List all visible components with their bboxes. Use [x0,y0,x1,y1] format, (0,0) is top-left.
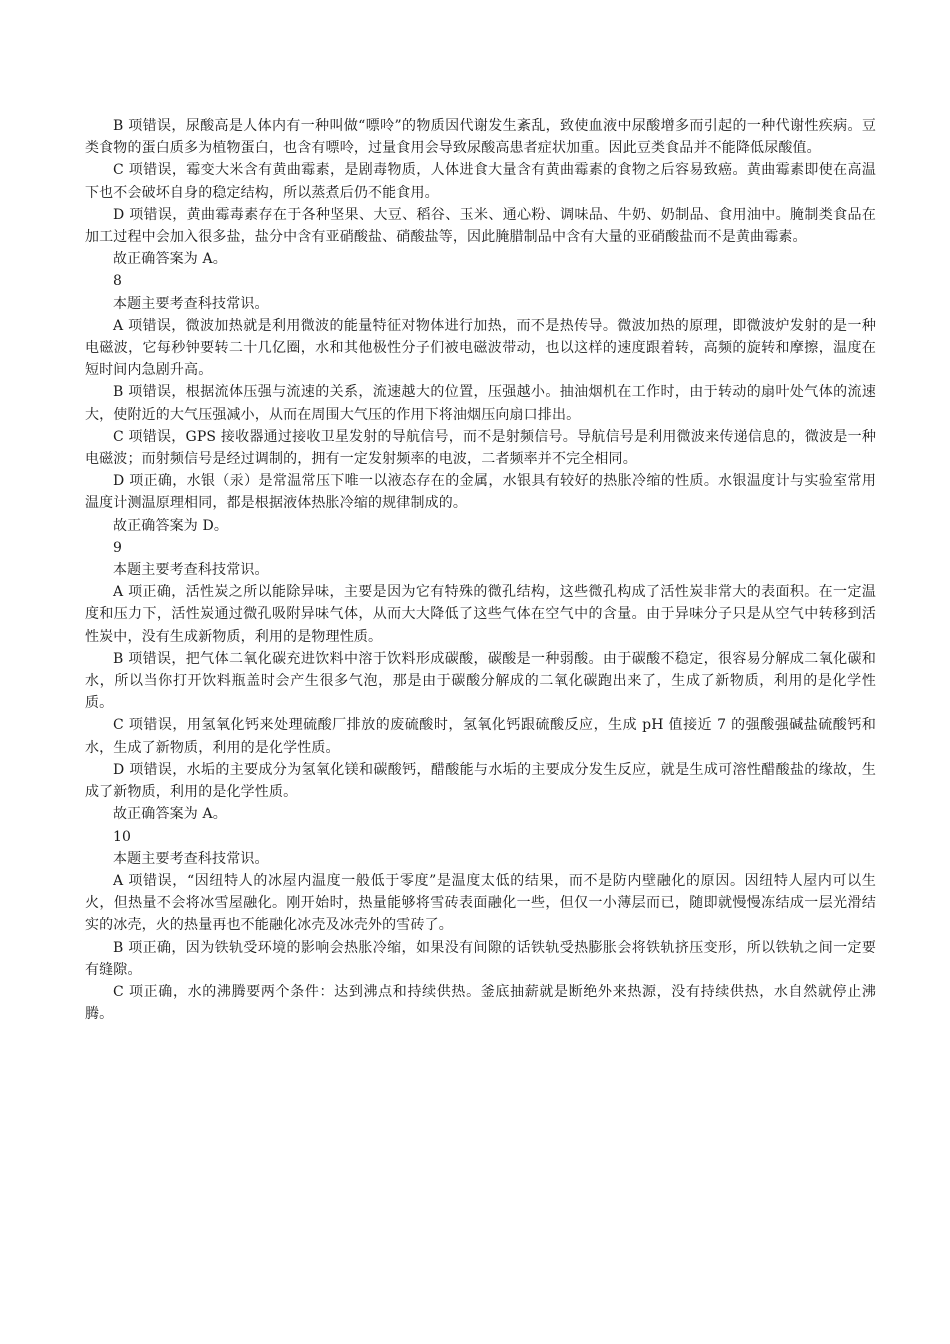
paragraph-a-activated-carbon: A 项正确，活性炭之所以能除异味，主要是因为它有特殊的微孔结构，这些微孔构成了活性炭非常大的表面积。在一定温度和压力下，活性炭通过微孔吸附异味气体，从而大大降低了这些气体在空气中的含量。由于异味分子只是从空气中转移到活性炭中，没有生成新物质，利用的是物理性质。 [85,584,876,645]
topic-line: 本题主要考查科技常识。 [113,562,269,579]
answer-line: 故正确答案为 A。 [113,251,227,268]
paragraph-d-aflatoxin-sources: D 项错误，黄曲霉毒素存在于各种坚果、大豆、稻谷、玉米、通心粉、调味品、牛奶、奶制品、食用油中。腌制类食品在加工过程中会加入很多盐，盐分中含有亚硝酸盐、硝酸盐等，因此腌腊制品中含有大量的亚硝酸盐而不是黄曲霉素。 [85,206,876,246]
question-number: 8 [113,273,123,290]
paragraph-d-scale-vinegar: D 项错误，水垢的主要成分为氢氧化镁和碳酸钙，醋酸能与水垢的主要成分发生反应，就是生成可溶性醋酸盐的缘故，生成了新物质，利用的是化学性质。 [85,761,876,801]
answer-line: 故正确答案为 A。 [113,806,227,823]
paragraph-a-igloo: A 项错误，“因纽特人的冰屋内温度一般低于零度”是温度太低的结果，而不是防内壁融化的原因。因纽特人屋内可以生火，但热量不会将冰雪屋融化。刚开始时，热量能够将雪砖表面融化一些，但仅一小薄层而已，随即就慢慢冻结成一层光滑结实的冰壳，火的热量再也不能融化冰壳及冰壳外的雪砖了。 [85,872,876,934]
paragraph-a-microwave: A 项错误，微波加热就是利用微波的能量特征对物体进行加热，而不是热传导。微波加热的原理，即微波炉发射的是一种电磁波，它每秒钟要转二十几亿圈，水和其他极性分子们被电磁波带动，也以这样的速度跟着转，高频的旋转和摩擦，温度在短时间内急剧升高。 [85,317,876,379]
paragraph-c-calcium-hydroxide: C 项错误，用氢氧化钙来处理硫酸厂排放的废硫酸时，氢氧化钙跟硫酸反应，生成 pH 值接近 7 的强酸强碱盐硫酸钙和水，生成了新物质，利用的是化学性质。 [85,717,876,756]
question-number: 10 [113,828,132,845]
answer-line: 故正确答案为 D。 [113,517,229,534]
paragraph-b-range-hood: B 项错误，根据流体压强与流速的关系，流速越大的位置，压强越小。抽油烟机在工作时，由于转动的扇叶处气体的流速大，使附近的大气压强减小，从而在周围大气压的作用下将油烟压向扇口排出。 [85,384,876,423]
document-body [85,115,876,1025]
question-number: 9 [113,539,123,556]
paragraph-c-boiling: C 项正确，水的沸腾要两个条件：达到沸点和持续供热。釜底抽薪就是断绝外来热源，没有持续供热，水自然就停止沸腾。 [85,983,876,1023]
paragraph-b-carbonic-acid: B 项错误，把气体二氧化碳充进饮料中溶于饮料形成碳酸，碳酸是一种弱酸。由于碳酸不稳定，很容易分解成二氧化碳和水，所以当你打开饮料瓶盖时会产生很多气泡，那是由于碳酸分解成的二氧化碳跑出来了，生成了新物质，利用的是化学性质。 [85,650,876,712]
paragraph-b-uric-acid: B 项错误，尿酸高是人体内有一种叫做“嘌呤”的物质因代谢发生紊乱，致使血液中尿酸增多而引起的一种代谢性疾病。豆类食物的蛋白质多为植物蛋白，也含有嘌呤，过量食用会导致尿酸高患者症状加重。因此豆类食品并不能降低尿酸值。 [85,118,876,157]
paragraph-c-aflatoxin-rice: C 项错误，霉变大米含有黄曲霉素，是剧毒物质，人体进食大量含有黄曲霉素的食物之后容易致癌。黄曲霉素即使在高温下也不会破坏自身的稳定结构，所以蒸煮后仍不能食用。 [85,162,876,201]
paragraph-d-mercury: D 项正确，水银（汞）是常温常压下唯一以液态存在的金属，水银具有较好的热胀冷缩的性质。水银温度计与实验室常用温度计测温原理相同，都是根据液体热胀冷缩的规律制成的。 [85,473,876,512]
topic-line: 本题主要考查科技常识。 [113,295,269,312]
paragraph-b-rail-gaps: B 项正确，因为铁轨受环境的影响会热胀冷缩，如果没有间隙的话铁轨受热膨胀会将铁轨挤压变形，所以铁轨之间一定要有缝隙。 [85,939,876,978]
topic-line: 本题主要考查科技常识。 [113,850,269,867]
paragraph-c-gps: C 项错误，GPS 接收器通过接收卫星发射的导航信号，而不是射频信号。导航信号是利用微波来传递信息的，微波是一种电磁波；而射频信号是经过调制的，拥有一定发射频率的电波，二者频率并不完全相同。 [85,428,876,468]
